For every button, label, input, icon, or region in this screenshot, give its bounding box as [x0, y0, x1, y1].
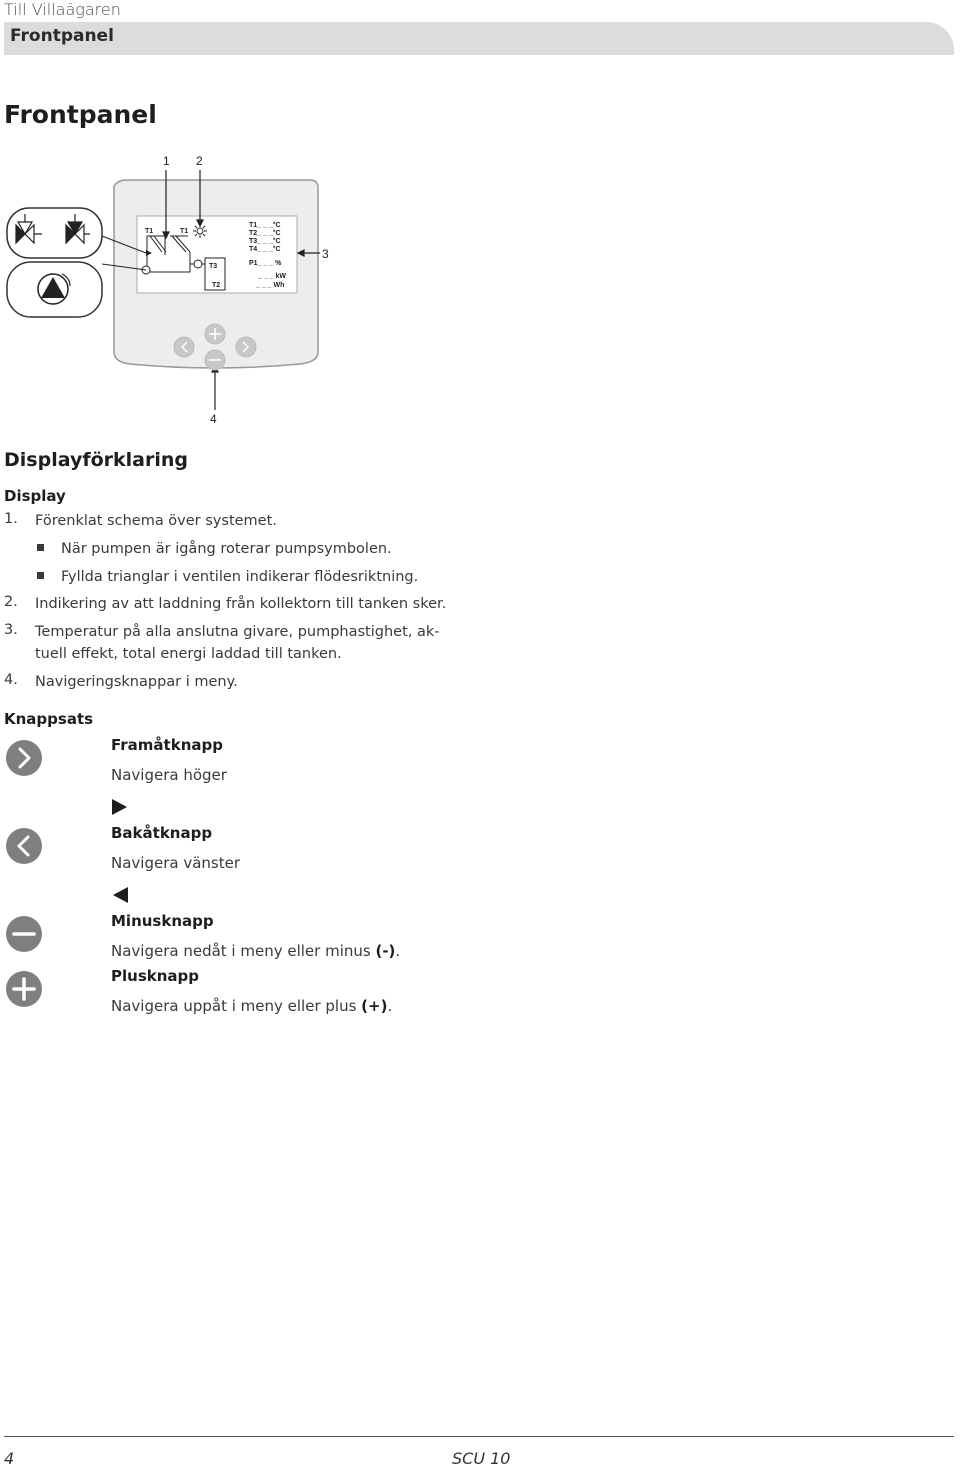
label-t2: T2: [212, 282, 221, 289]
callout-3: 3: [322, 247, 329, 261]
key-title: Framåtknapp: [111, 736, 223, 754]
key-description: Navigera höger: [111, 766, 227, 784]
callout-1: 1: [163, 154, 170, 168]
list-number: 4.: [4, 672, 18, 688]
forward-button: [236, 337, 256, 357]
list-item: Navigeringsknappar i meny.: [35, 674, 238, 690]
key-description: Navigera uppåt i meny eller plus (+).: [111, 997, 393, 1015]
bullet-item: Fyllda trianglar i ventilen indikerar flödesriktning.: [61, 569, 419, 585]
label-t1-right: T1: [180, 228, 189, 235]
callout-2: 2: [196, 154, 203, 168]
readout-t1: T1_ _ _°C: [249, 222, 281, 229]
bullet-marker: [37, 572, 44, 579]
list-item: Indikering av att laddning från kollektorn till tanken sker.: [35, 596, 447, 612]
back-button: [174, 337, 194, 357]
list-item: Förenklat schema över systemet.: [35, 513, 277, 529]
triangle-left-icon: [111, 886, 129, 904]
display-explanation-heading: Displayförklaring: [4, 449, 188, 471]
callout-4: 4: [210, 412, 217, 426]
readout-t2: T2_ _ _°C: [249, 230, 281, 237]
front-panel-figure: [0, 150, 360, 430]
display-subheading: Display: [4, 487, 66, 505]
list-number: 1.: [4, 511, 18, 527]
section-header-bar: [4, 22, 954, 55]
breadcrumb: Till Villaägaren: [4, 0, 121, 19]
list-number: 2.: [4, 594, 18, 610]
list-item-continued: tuell effekt, total energi laddad till tanken.: [35, 646, 342, 662]
document-name: SCU 10: [452, 1449, 511, 1468]
key-title: Bakåtknapp: [111, 824, 213, 842]
keypad-heading: Knappsats: [4, 710, 94, 728]
key-title: Plusknapp: [111, 967, 199, 985]
plus-icon: [4, 969, 44, 1009]
readout-p1: P1_ _ _ %: [249, 260, 282, 267]
pump-icon: [194, 260, 202, 268]
readout-t3: T3_ _ _°C: [249, 238, 281, 245]
label-t3: T3: [209, 263, 218, 270]
footer-divider: [4, 1436, 954, 1437]
minus-icon: [4, 914, 44, 954]
label-t1-left: T1: [145, 228, 154, 235]
list-number: 3.: [4, 622, 18, 638]
key-title: Minusknapp: [111, 912, 214, 930]
triangle-right-icon: [111, 798, 129, 816]
readout-t4: T4_ _ _°C: [249, 246, 281, 253]
section-title: Frontpanel: [10, 26, 114, 46]
readout-kw: _ _ _ kW: [258, 273, 287, 280]
page-title: Frontpanel: [4, 100, 157, 129]
key-description: Navigera nedåt i meny eller minus (-).: [111, 942, 401, 960]
chevron-right-icon: [4, 738, 44, 778]
page-number: 4: [4, 1449, 15, 1468]
bullet-marker: [37, 544, 44, 551]
chevron-left-icon: [4, 826, 44, 866]
readout-wh: _ _ _ Wh: [256, 282, 285, 289]
bullet-item: När pumpen är igång roterar pumpsymbolen.: [61, 541, 392, 557]
list-item: Temperatur på alla anslutna givare, pumphastighet, ak-: [35, 624, 440, 640]
key-description: Navigera vänster: [111, 854, 241, 872]
